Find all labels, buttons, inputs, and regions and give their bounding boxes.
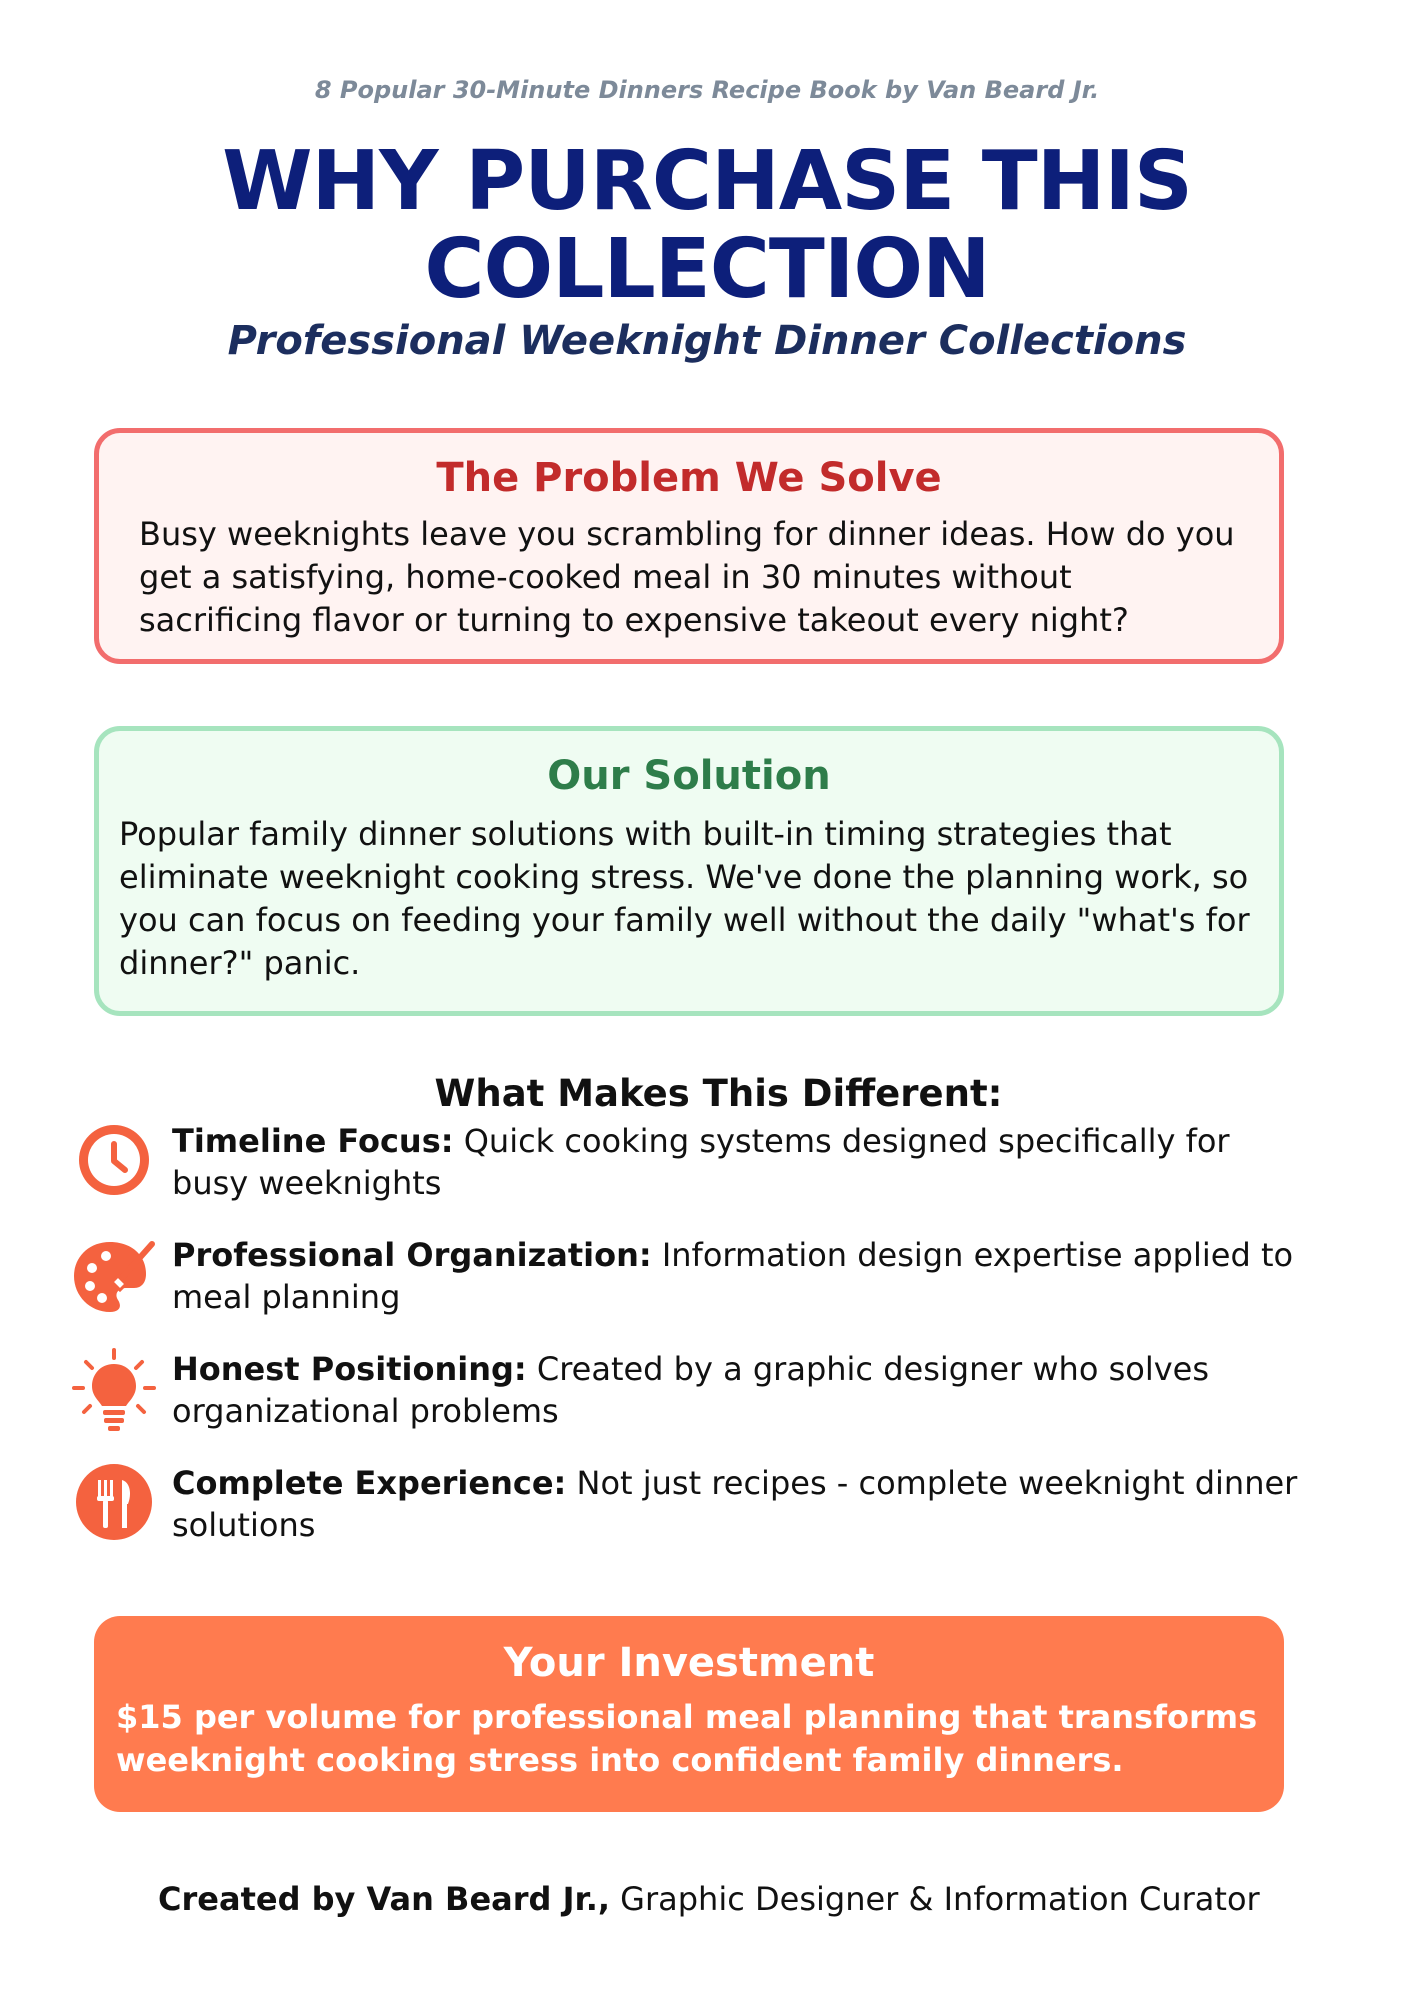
feature-text: [172, 1120, 1302, 1204]
investment-title: Your Investment: [503, 1640, 875, 1686]
lightbulb-icon: [70, 1348, 158, 1436]
page-title: WHY PURCHASE THIS COLLECTION: [222, 134, 1192, 317]
book-kicker: 8 Popular 30-Minute Dinners Recipe Book by Van Beard Jr.: [314, 76, 1100, 104]
investment-card: [94, 1616, 1284, 1812]
page-subtitle: Professional Weeknight Dinner Collections: [227, 318, 1187, 364]
clock-icon: [70, 1120, 158, 1208]
problem-body: Busy weeknights leave you scrambling for dinner ideas. How do you get a satisfying, home-cooked meal in 30 minutes without sacrificing flavor or turning to expensive takeout every night?: [139, 515, 1235, 639]
problem-card: [94, 428, 1284, 664]
feature-text: [172, 1462, 1302, 1546]
investment-body: $15 per volume for professional meal planning that transforms weeknight cooking stress into confident family dinners.: [116, 1698, 1258, 1779]
solution-body: Popular family dinner solutions with built-in timing strategies that eliminate weeknight cooking stress. We've done the planning work, so you can focus on feeding your family well without the daily "what's for dinner?" panic.: [119, 815, 1250, 982]
feature-text: [172, 1348, 1302, 1432]
feature-description: Not just recipes - complete weeknight dinner solutions: [172, 1464, 1298, 1544]
feature-text: [172, 1234, 1302, 1318]
solution-card: [94, 726, 1284, 1016]
problem-title: The Problem We Solve: [436, 455, 942, 501]
fork-knife-icon: [70, 1462, 158, 1550]
feature-description: Information design expertise applied to meal planning: [172, 1236, 1294, 1316]
footer-author: Created by Van Beard Jr.,: [158, 1880, 610, 1918]
palette-icon: [70, 1234, 158, 1322]
footer-role: Graphic Designer & Information Curator: [610, 1880, 1260, 1918]
feature-description: Quick cooking systems designed specifically for busy weeknights: [172, 1122, 1230, 1202]
footer-credit: [158, 1880, 1358, 1918]
feature-label: Complete Experience:: [172, 1464, 567, 1502]
feature-description: Created by a graphic designer who solves organizational problems: [172, 1350, 1209, 1430]
differences-heading: What Makes This Different:: [434, 1072, 1003, 1115]
feature-label: Timeline Focus:: [172, 1122, 454, 1160]
feature-label: Professional Organization:: [172, 1236, 652, 1274]
feature-label: Honest Positioning:: [172, 1350, 527, 1388]
solution-title: Our Solution: [547, 753, 831, 799]
